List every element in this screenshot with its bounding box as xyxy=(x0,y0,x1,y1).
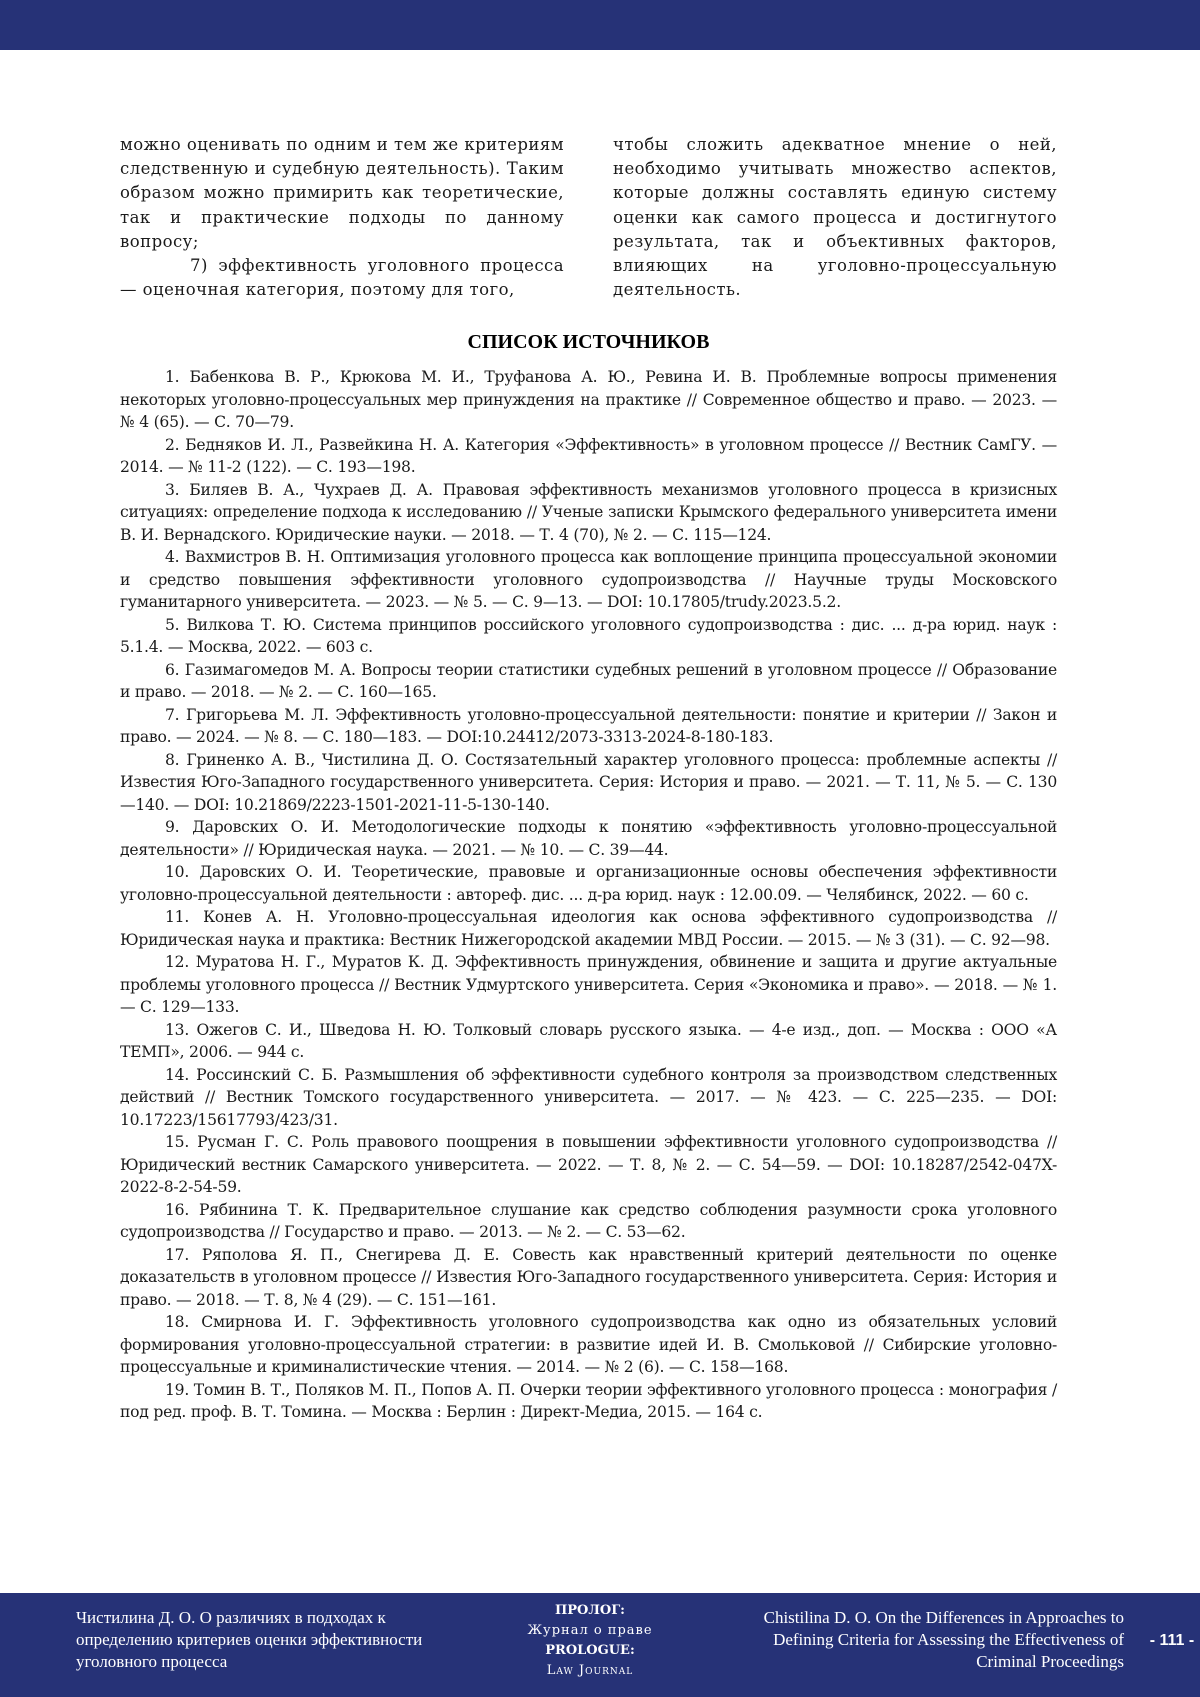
journal-title-en: PROLOGUE: xyxy=(545,1643,635,1658)
reference-item: 14. Россинский С. Б. Размышления об эффективности судебного контроля за производством следственных действий // Вестник Томского государственного университета. — 2017. — № 423. — С. 225—235. — DOI: 10.17223/15617793/423/31. xyxy=(120,1065,1057,1129)
reference-item: 6. Газимагомедов М. А. Вопросы теории статистики судебных решений в уголовном процессе // Образование и право. — 2018. — № 2. — С. 160—165. xyxy=(120,660,1057,701)
left-paragraph-1: можно оценивать по одним и тем же критериям следственную и судебную деятельность). Таким образом можно примирить как теоретические, так и практические подходы по данному вопросу; xyxy=(120,135,564,251)
reference-item: 2. Бедняков И. Л., Развейкина Н. А. Категория «Эффективность» в уголовном процессе // Вестник СамГУ. — 2014. — № 11-2 (122). — С. 193—198. xyxy=(120,435,1057,476)
reference-item: 4. Вахмистров В. Н. Оптимизация уголовного процесса как воплощение принципа процессуальной экономии и средство повышения эффективности уголовного судопроизводства // Научные труды Московского гуманитарного университета. — 2023. — № 5. — С. 9—13. — DOI: 10.17805/trudy.2023.5.2. xyxy=(120,548,1057,611)
references-heading: СПИСОК ИСТОЧНИКОВ xyxy=(467,331,710,353)
reference-item: 9. Даровских О. И. Методологические подходы к понятию «эффективность уголовно-процессуальной деятельности» // Юридическая наука. — 2021. — № 10. — С. 39—44. xyxy=(120,818,1057,859)
top-header-band xyxy=(0,0,1200,50)
journal-title-ru: ПРОЛОГ: xyxy=(555,1603,625,1618)
page-footer xyxy=(0,1593,1200,1697)
references-list xyxy=(120,366,1057,1424)
right-paragraph-1: чтобы сложить адекватное мнение о ней, необходимо учитывать множество аспектов, которые должны составлять единую систему оценки как самого процесса и достигнутого результата, так и объективных факторов, влияющих на уголовно-процессуальную деятельность. xyxy=(613,135,1057,300)
reference-item: 8. Гриненко А. В., Чистилина Д. О. Состязательный характер уголовного процесса: проблемные аспекты // Известия Юго-Западного государственного университета. Серия: История и право. — 2021. — Т. 11, № 5. — С. 130—140. — DOI: 10.21869/2223-1501-2021-11-5-130-140. xyxy=(120,750,1057,814)
left-paragraph-2: 7) эффективность уголовного процесса — оценочная категория, поэтому для того, xyxy=(120,256,564,300)
reference-item: 3. Биляев В. А., Чухраев Д. А. Правовая эффективность механизмов уголовного процесса в кризисных ситуациях: определение подхода к исследованию // Ученые записки Крымского федерального университета имени В. И. Вернадского. Юридические науки. — 2018. — Т. 4 (70), № 2. — С. 115—124. xyxy=(120,480,1057,544)
reference-item: 1. Бабенкова В. Р., Крюкова М. И., Труфанова А. Ю., Ревина И. В. Проблемные вопросы применения некоторых уголовно-процессуальных мер принуждения на практике // Современное общество и право. — 2023. — № 4 (65). — С. 70—79. xyxy=(120,368,1057,431)
reference-item: 18. Смирнова И. Г. Эффективность уголовного судопроизводства как одно из обязательных условий формирования уголовно-процессуальной стратегии: в развитие идей И. В. Смольковой // Сибирские уголовно-процессуальные и криминалистические чтения. — 2014. — № 2 (6). — С. 158—168. xyxy=(120,1313,1057,1376)
footer-article-title-ru: Чистилина Д. О. О различиях в подходах к определению критериев оценки эффективности уголовного процесса xyxy=(76,1608,423,1671)
journal-subtitle-ru: Журнал о праве xyxy=(527,1623,653,1638)
reference-item: 17. Ряполова Я. П., Снегирева Д. Е. Совесть как нравственный критерий деятельности по оценке доказательств в уголовном процессе // Известия Юго-Западного государственного университета. Серия: История и право. — 2018. — Т. 8, № 4 (29). — С. 151—161. xyxy=(120,1245,1057,1309)
reference-item: 11. Конев А. Н. Уголовно-процессуальная идеология как основа эффективного судопроизводства // Юридическая наука и практика: Вестник Нижегородской академии МВД России. — 2015. — № 3 (31). — С. 92—98. xyxy=(120,908,1057,949)
footer-article-title-en: Chistilina D. O. On the Differences in Approaches to Defining Criteria for Assessing the Effectiveness of Criminal Proceedings xyxy=(763,1608,1124,1671)
reference-item: 15. Русман Г. С. Роль правового поощрения в повышении эффективности уголовного судопроизводства // Юридический вестник Самарского университета. — 2022. — Т. 8, № 2. — С. 54—59. — DOI: 10.18287/2542-047X-2022-8-2-54-59. xyxy=(120,1133,1057,1196)
reference-item: 5. Вилкова Т. Ю. Система принципов российского уголовного судопроизводства : дис. ... д-ра юрид. наук : 5.1.4. — Москва, 2022. — 603 с. xyxy=(120,615,1057,656)
reference-item: 7. Григорьева М. Л. Эффективность уголовно-процессуальной деятельности: понятие и критерии // Закон и право. — 2024. — № 8. — С. 180—183. — DOI:10.24412/2073-3313-2024-8-180-183. xyxy=(120,705,1057,746)
reference-item: 16. Рябинина Т. К. Предварительное слушание как средство соблюдения разумности срока уголовного судопроизводства // Государство и право. — 2013. — № 2. — С. 53—62. xyxy=(120,1200,1057,1241)
journal-subtitle-en: Law Journal xyxy=(546,1663,634,1678)
footer-journal-name xyxy=(500,1601,680,1681)
reference-item: 19. Томин В. Т., Поляков М. П., Попов А. П. Очерки теории эффективного уголовного процесса : монография / под ред. проф. В. Т. Томина. — Москва : Берлин : Директ-Медиа, 2015. — 164 с. xyxy=(120,1380,1057,1421)
right-column xyxy=(613,133,1057,302)
left-column xyxy=(120,133,564,302)
reference-item: 12. Муратова Н. Г., Муратов К. Д. Эффективность принуждения, обвинение и защита и другие актуальные проблемы уголовного процесса // Вестник Удмуртского университета. Серия «Экономика и право». — 2018. — № 1. — С. 129—133. xyxy=(120,953,1057,1016)
reference-item: 13. Ожегов С. И., Шведова Н. Ю. Толковый словарь русского языка. — 4-е изд., доп. — Москва : ООО «А ТЕМП», 2006. — 944 с. xyxy=(120,1020,1057,1061)
body-text-columns xyxy=(120,133,1057,302)
reference-item: 10. Даровских О. И. Теоретические, правовые и организационные основы обеспечения эффективности уголовно-процессуальной деятельности : автореф. дис. ... д-ра юрид. наук : 12.00.09. — Челябинск, 2022. — 60 с. xyxy=(120,863,1057,904)
page-number: - 111 - xyxy=(1149,1632,1195,1649)
